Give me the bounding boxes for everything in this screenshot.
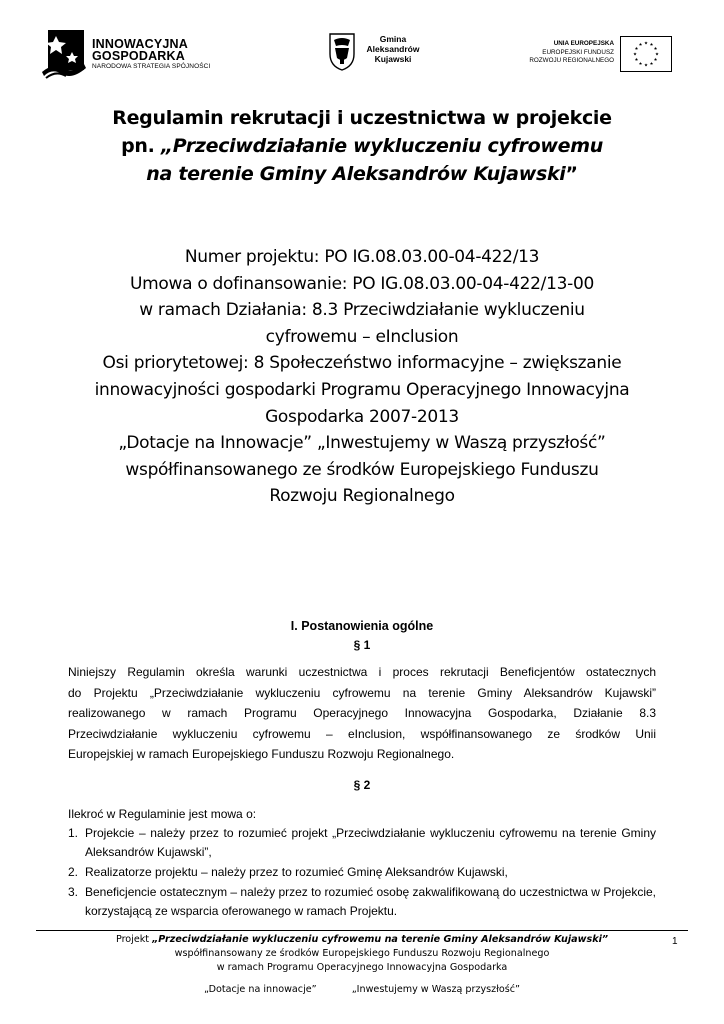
project-info-line: „Dotacje na Innowacje” „Inwestujemy w Waszą przyszłość”: [118, 433, 606, 454]
paragraph-1-line: Europejskiej w ramach Europejskiego Funduszu Rozwoju Regionalnego.: [68, 747, 455, 761]
project-info-line: cyfrowemu – eInclusion: [265, 326, 459, 347]
eu-logo-line3: ROZWOJU REGIONALNEGO: [529, 57, 614, 64]
paragraph-1-line: do Projektu „Przeciwdziałanie wykluczeniu cyfrowemu na terenie Gminy Aleksandrów Kujawski”: [68, 685, 656, 700]
project-info-line: Rozwoju Regionalnego: [269, 486, 455, 507]
gmina-logo-line2: Aleksandrów: [366, 44, 420, 54]
ig-logo-line3: NARODOWA STRATEGIA SPÓJNOŚCI: [92, 63, 211, 70]
title-line3: [60, 160, 664, 188]
document-title: [60, 104, 664, 188]
paragraph-2-intro: Ilekroć w Regulaminie jest mowa o:: [68, 807, 257, 821]
footer-line1-prefix: Projekt: [115, 934, 153, 945]
footer-line1: [60, 933, 664, 947]
page-number: 1: [672, 936, 678, 947]
title-line1: Regulamin rekrutacji i uczestnictwa w projekcie: [112, 107, 612, 129]
project-info-line: innowacyjności gospodarki Programu Operacyjnego Innowacyjna: [94, 379, 630, 400]
paragraph-1-line: Przeciwdziałanie wykluczeniu cyfrowemu – eInclusion, współfinansowanego ze środków Unii: [68, 726, 656, 741]
ig-logo-text: [92, 38, 210, 72]
eu-logo-line1: UNIA EUROPEJSKA: [553, 40, 614, 47]
paragraph-label-1: § 1: [353, 638, 371, 652]
title-line2-italic: „Przeciwdziałanie wykluczeniu cyfrowemu: [160, 135, 603, 157]
title-line2: [60, 132, 664, 160]
project-info-line: Umowa o dofinansowanie: PO IG.08.03.00-04-422/13-00: [130, 273, 594, 294]
gmina-logo-text: [358, 34, 428, 64]
page-footer: [60, 933, 664, 975]
paragraph-1-line: Niniejszy Regulamin określa warunki uczestnictwa i proces rekrutacji Beneficjentów ostatecznych: [68, 665, 656, 679]
section-heading: I. Postanowienia ogólne: [290, 619, 434, 633]
gmina-logo: [328, 32, 428, 76]
gmina-logo-line3: Kujawski: [374, 54, 412, 64]
list-item-text: Beneficjencie ostatecznym – należy przez to rozumieć osobę zakwalifikowaną do uczestnictwa w Projekcie, korzystającą ze wsparcia oferowanego w ramach Projektu.: [85, 885, 656, 918]
project-info-block: [50, 244, 674, 510]
list-item-text: Realizatorze projektu – należy przez to rozumieć Gminę Aleksandrów Kujawski,: [85, 865, 508, 879]
title-line3-italic: na terenie Gminy Aleksandrów Kujawski: [146, 163, 566, 185]
eu-logo: [520, 34, 690, 74]
footer-slogan-2: „Inwestujemy w Waszą przyszłość”: [351, 984, 521, 995]
footer-line3: w ramach Programu Operacyjnego Innowacyjna Gospodarka: [216, 962, 508, 973]
ig-emblem-icon: [42, 28, 88, 80]
eu-logo-text: [520, 40, 614, 66]
eu-logo-line2: EUROPEJSKI FUNDUSZ: [542, 48, 614, 56]
footer-divider: [36, 930, 688, 931]
paragraph-1: [68, 662, 656, 765]
list-item-text: Projekcie – należy przez to rozumieć projekt „Przeciwdziałanie wykluczeniu cyfrowemu na terenie Gminy Aleksandrów Kujawski”,: [85, 826, 656, 859]
project-info-line: w ramach Działania: 8.3 Przeciwdziałanie wykluczeniu: [139, 300, 585, 321]
coat-of-arms-icon: [328, 32, 356, 72]
gmina-logo-line1: Gmina: [379, 34, 407, 44]
title-line3-suffix: ”: [565, 163, 578, 185]
ig-logo-line2: GOSPODARKA: [92, 49, 185, 63]
list-item-number: 3.: [68, 885, 79, 899]
ig-logo-line1: INNOWACYJNA: [92, 37, 188, 51]
eu-flag-icon: [620, 36, 672, 72]
project-info-line: Osi priorytetowej: 8 Społeczeństwo informacyjne – zwiększanie: [102, 353, 622, 374]
innowacyjna-gospodarka-logo: [42, 28, 242, 80]
project-info-line: współfinansowanego ze środków Europejskiego Funduszu: [125, 459, 599, 480]
footer-line1-italic: „Przeciwdziałanie wykluczeniu cyfrowemu na terenie Gminy Aleksandrów Kujawski”: [152, 934, 609, 945]
project-info-line: Gospodarka 2007-2013: [265, 406, 459, 427]
footer-line2: współfinansowany ze środków Europejskiego Funduszu Rozwoju Regionalnego: [174, 948, 550, 959]
title-line2-prefix: pn.: [121, 135, 161, 157]
project-info-line: Numer projektu: PO IG.08.03.00-04-422/13: [184, 247, 540, 267]
list-item: [68, 883, 656, 921]
list-item-number: 1.: [68, 826, 79, 840]
list-item-number: 2.: [68, 865, 79, 879]
footer-slogans: [60, 984, 664, 995]
footer-slogan-1: „Dotacje na innowacje”: [203, 984, 317, 995]
paragraph-1-line: realizowanego w ramach Programu Operacyjnego Innowacyjna Gospodarka, Działanie 8.3: [68, 706, 656, 720]
list-item: [68, 863, 656, 882]
paragraph-label-2: § 2: [353, 778, 371, 792]
definitions-list: [68, 824, 656, 922]
list-item: [68, 824, 656, 862]
